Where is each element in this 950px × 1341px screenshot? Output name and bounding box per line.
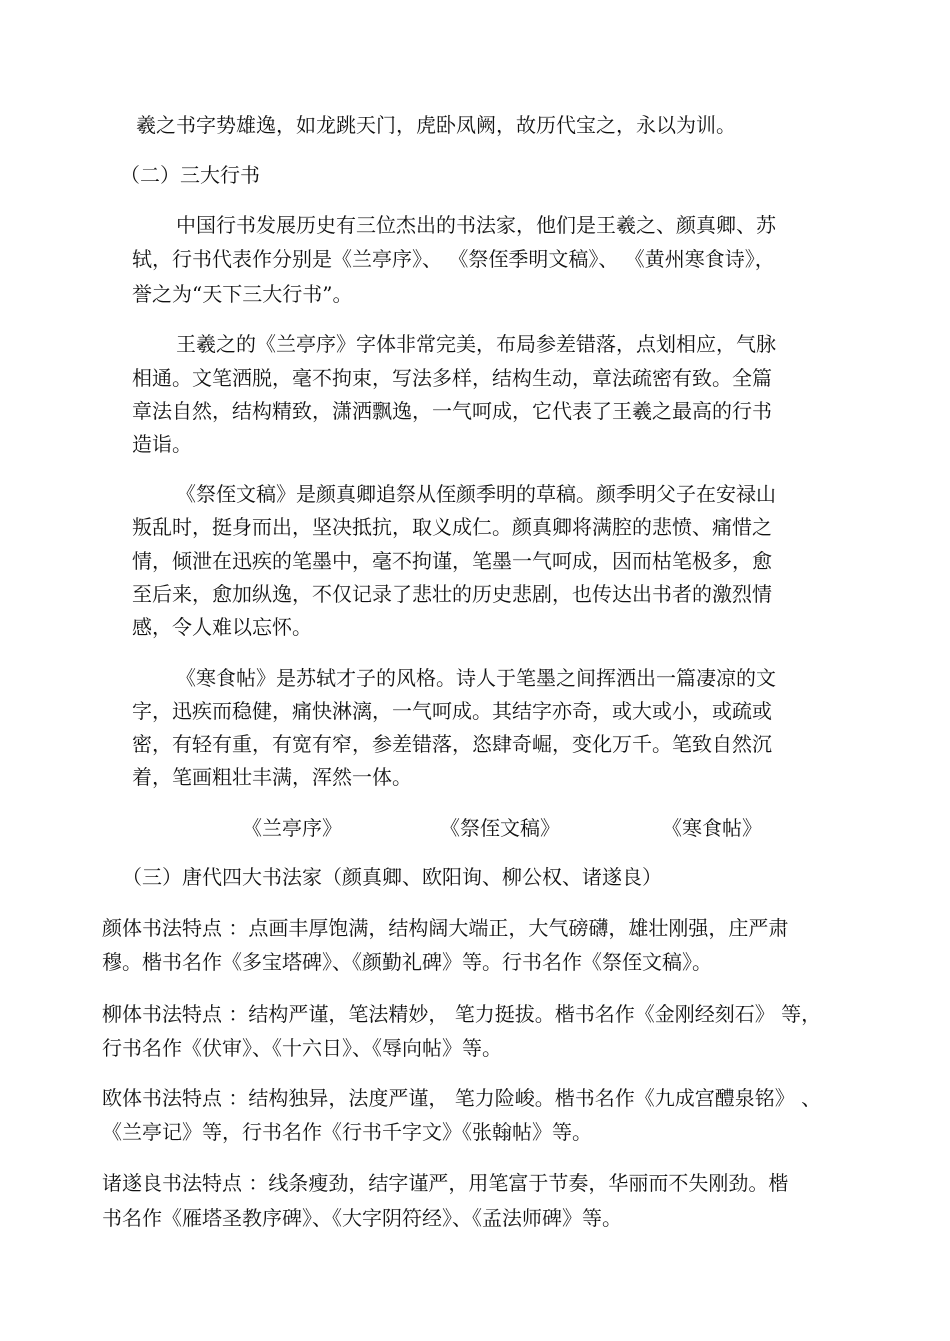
paragraph-line: 密，有轻有重，有宽有窄，参差错落，恣肆奇崛，变化万千。笔致自然沉 <box>132 732 772 756</box>
paragraph-line: 《祭侄文稿》是颜真卿追祭从侄颜季明的草稿。颜季明父子在安禄山 <box>176 482 776 506</box>
paragraph-line: 章法自然，结构精致，潇洒飘逸，一气呵成，它代表了王羲之最高的行书 <box>132 399 772 423</box>
paragraph-line: 造诣。 <box>132 432 192 456</box>
section-heading: （二）三大行书 <box>120 163 260 187</box>
paragraph-line: 诸遂良书法特点 ：线条瘦劲，结字谨严，用笔富于节奏，华丽而不失刚劲。楷 <box>102 1171 789 1195</box>
caption-lantingxu: 《兰亭序》 <box>242 816 342 840</box>
caption-jizhiwengao: 《祭侄文稿》 <box>440 816 560 840</box>
paragraph-line: 誉之为“天下三大行书”。 <box>132 282 353 306</box>
paragraph-line: 着，笔画粗壮丰满，浑然一体。 <box>132 765 412 789</box>
paragraph-line: 至后来，愈加纵逸，不仅记录了悲壮的历史悲剧，也传达出书者的激烈情 <box>132 582 772 606</box>
paragraph-line: 字，迅疾而稳健，痛快淋漓，一气呵成。其结字亦奇，或大或小，或疏或 <box>132 699 772 723</box>
caption-hanshitie: 《寒食帖》 <box>662 816 762 840</box>
paragraph-line: 书名作《雁塔圣教序碑》、《大字阴符经》、《孟法师碑》等。 <box>102 1206 622 1230</box>
paragraph-line: 叛乱时，挺身而出，坚决抵抗，取义成仁。颜真卿将满腔的悲愤、痛惜之 <box>132 515 772 539</box>
paragraph-line: 《兰亭记》等，行书名作《行书千字文》《张翰帖》等。 <box>102 1120 592 1144</box>
text-line: 羲之书字势雄逸，如龙跳天门，虎卧凤阙，故历代宝之，永以为训。 <box>136 113 736 137</box>
paragraph-line: 颜体书法特点 ：点画丰厚饱满，结构阔大端正，大气磅礴，雄壮刚强，庄严肃 <box>102 916 789 940</box>
paragraph-line: 中国行书发展历史有三位杰出的书法家，他们是王羲之、颜真卿、苏 <box>176 213 776 237</box>
paragraph-line: 轼，行书代表作分别是《兰亭序》、 《祭侄季明文稿》、 《黄州寒食诗》， <box>132 247 775 271</box>
paragraph-line: 穆。楷书名作《多宝塔碑》、《颜勤礼碑》等。行书名作《祭侄文稿》。 <box>102 950 712 974</box>
paragraph-line: 柳体书法特点 ：结构严谨，笔法精妙， 笔力挺拔。楷书名作《金刚经刻石》 等， <box>102 1002 822 1026</box>
paragraph-line: 欧体书法特点 ：结构独异，法度严谨， 笔力险峻。楷书名作《九成宫醴泉铭》 、 <box>102 1086 822 1110</box>
paragraph-line: 《寒食帖》是苏轼才子的风格。诗人于笔墨之间挥洒出一篇凄凉的文 <box>176 666 776 690</box>
paragraph-line: 王羲之的《兰亭序》字体非常完美，布局参差错落，点划相应，气脉 <box>176 332 776 356</box>
paragraph-line: 行书名作《伏审》、《十六日》、《辱向帖》等。 <box>102 1036 502 1060</box>
section-heading: （三）唐代四大书法家（颜真卿、欧阳询、柳公权、诸遂良） <box>122 865 662 889</box>
paragraph-line: 相通。文笔洒脱，毫不拘束，写法多样，结构生动，章法疏密有致。全篇 <box>132 366 772 390</box>
paragraph-line: 感，令人难以忘怀。 <box>132 615 312 639</box>
paragraph-line: 情，倾泄在迅疾的笔墨中，毫不拘谨，笔墨一气呵成，因而枯笔极多，愈 <box>132 549 772 573</box>
